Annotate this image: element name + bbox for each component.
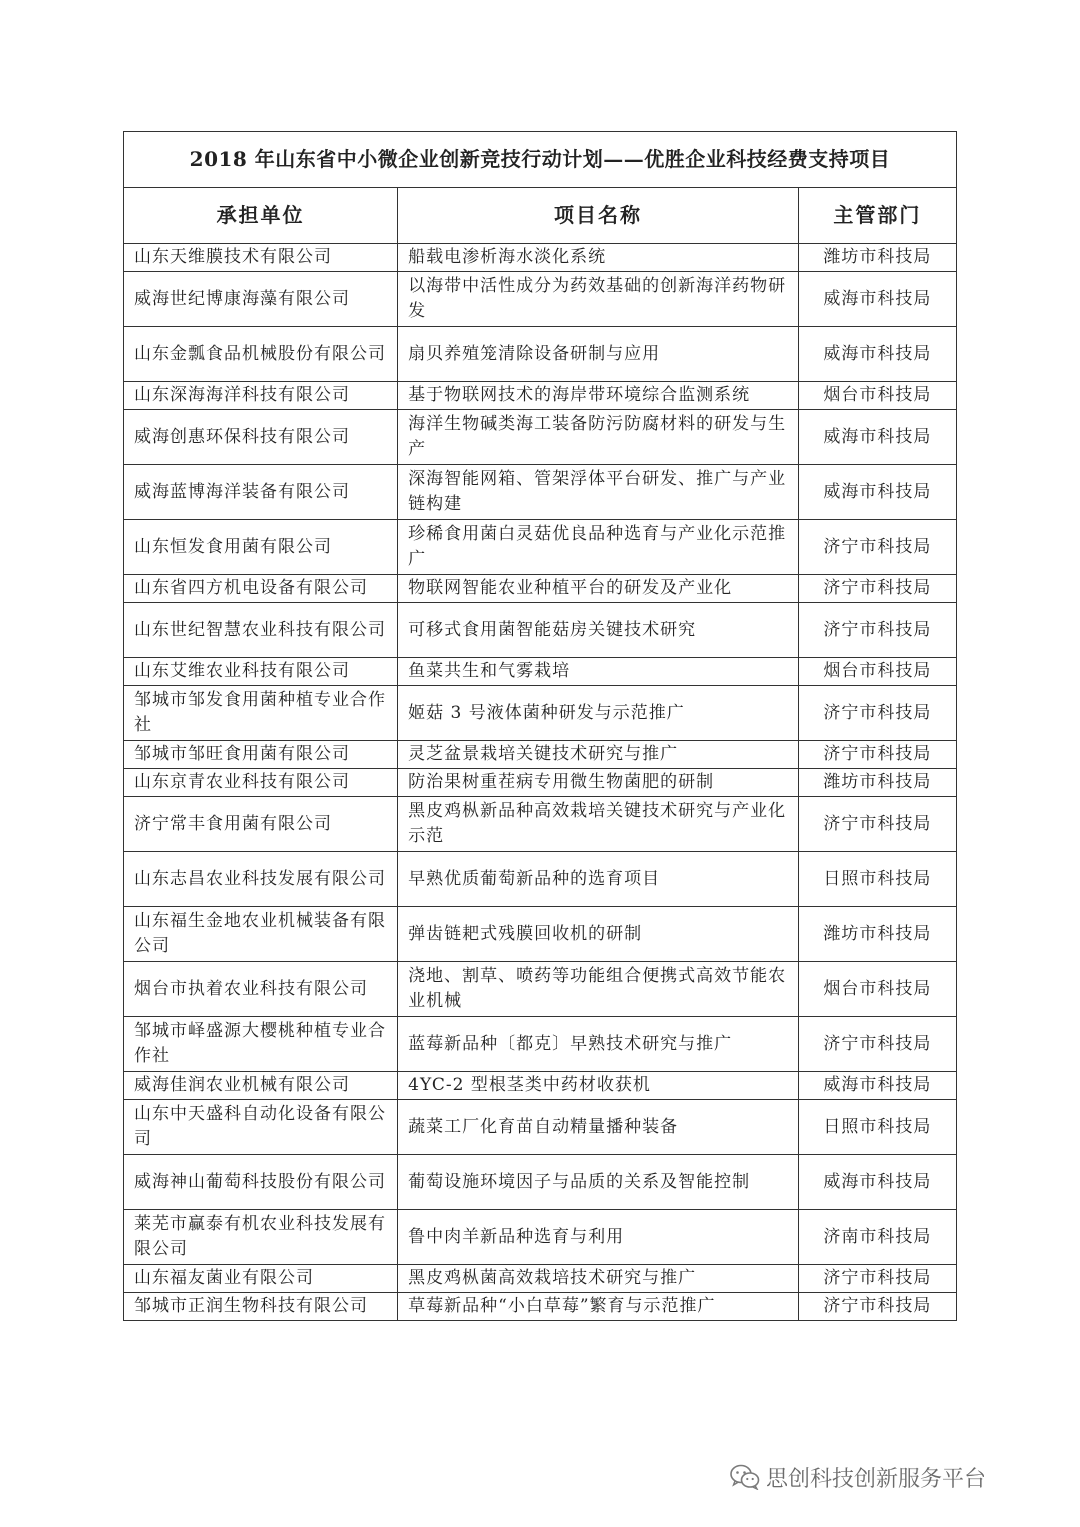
cell-dept: 威海市科技局 [798, 1072, 956, 1100]
wechat-icon [730, 1464, 760, 1490]
cell-project: 4YC-2 型根茎类中药材收获机 [398, 1072, 799, 1100]
cell-project: 以海带中活性成分为药效基础的创新海洋药物研发 [398, 272, 799, 327]
cell-unit: 山东福生金地农业机械装备有限公司 [124, 907, 398, 962]
cell-project: 鱼菜共生和气雾栽培 [398, 658, 799, 686]
cell-unit: 山东中天盛科自动化设备有限公司 [124, 1100, 398, 1155]
cell-project: 鲁中肉羊新品种选育与利用 [398, 1210, 799, 1265]
cell-dept: 威海市科技局 [798, 1155, 956, 1210]
cell-unit: 山东世纪智慧农业科技有限公司 [124, 603, 398, 658]
header-project: 项目名称 [398, 188, 799, 244]
cell-project: 扇贝养殖笼清除设备研制与应用 [398, 327, 799, 382]
cell-dept: 潍坊市科技局 [798, 769, 956, 797]
cell-dept: 济宁市科技局 [798, 520, 956, 575]
cell-project: 物联网智能农业种植平台的研发及产业化 [398, 575, 799, 603]
cell-project: 珍稀食用菌白灵菇优良品种选育与产业化示范推广 [398, 520, 799, 575]
cell-unit: 山东艾维农业科技有限公司 [124, 658, 398, 686]
table-row [124, 769, 957, 797]
cell-dept: 威海市科技局 [798, 465, 956, 520]
table-row [124, 1210, 957, 1265]
cell-unit: 烟台市执着农业科技有限公司 [124, 962, 398, 1017]
cell-unit: 山东天维膜技术有限公司 [124, 244, 398, 272]
table-row [124, 410, 957, 465]
cell-project: 葡萄设施环境因子与品质的关系及智能控制 [398, 1155, 799, 1210]
cell-unit: 山东京青农业科技有限公司 [124, 769, 398, 797]
cell-project: 船载电渗析海水淡化系统 [398, 244, 799, 272]
cell-project: 草莓新品种“小白草莓”繁育与示范推广 [398, 1293, 799, 1321]
table-row [124, 1155, 957, 1210]
cell-unit: 山东恒发食用菌有限公司 [124, 520, 398, 575]
cell-project: 防治果树重茬病专用微生物菌肥的研制 [398, 769, 799, 797]
cell-unit: 莱芜市赢泰有机农业科技发展有限公司 [124, 1210, 398, 1265]
project-table [123, 131, 957, 1321]
cell-dept: 日照市科技局 [798, 852, 956, 907]
cell-dept: 日照市科技局 [798, 1100, 956, 1155]
table-row [124, 244, 957, 272]
cell-project: 姬菇 3 号液体菌种研发与示范推广 [398, 686, 799, 741]
table-row [124, 1072, 957, 1100]
cell-unit: 山东深海海洋科技有限公司 [124, 382, 398, 410]
cell-dept: 威海市科技局 [798, 327, 956, 382]
table-row [124, 465, 957, 520]
cell-unit: 山东金瓢食品机械股份有限公司 [124, 327, 398, 382]
cell-dept: 潍坊市科技局 [798, 907, 956, 962]
table-row [124, 382, 957, 410]
cell-dept: 潍坊市科技局 [798, 244, 956, 272]
cell-unit: 山东志昌农业科技发展有限公司 [124, 852, 398, 907]
table-row [124, 852, 957, 907]
cell-unit: 威海世纪博康海藻有限公司 [124, 272, 398, 327]
cell-dept: 济宁市科技局 [798, 686, 956, 741]
table-row [124, 907, 957, 962]
cell-project: 早熟优质葡萄新品种的选育项目 [398, 852, 799, 907]
table-row [124, 797, 957, 852]
cell-unit: 威海佳润农业机械有限公司 [124, 1072, 398, 1100]
table-row [124, 741, 957, 769]
cell-dept: 威海市科技局 [798, 410, 956, 465]
cell-project: 浇地、割草、喷药等功能组合便携式高效节能农业机械 [398, 962, 799, 1017]
cell-unit: 邹城市邹发食用菌种植专业合作社 [124, 686, 398, 741]
cell-project: 海洋生物碱类海工装备防污防腐材料的研发与生产 [398, 410, 799, 465]
watermark [730, 1462, 986, 1492]
cell-unit: 威海创惠环保科技有限公司 [124, 410, 398, 465]
table-row [124, 686, 957, 741]
cell-unit: 邹城市正润生物科技有限公司 [124, 1293, 398, 1321]
table-title: 2018 年山东省中小微企业创新竞技行动计划——优胜企业科技经费支持项目 [124, 132, 957, 188]
cell-unit: 邹城市邹旺食用菌有限公司 [124, 741, 398, 769]
cell-unit: 邹城市峄盛源大樱桃种植专业合作社 [124, 1017, 398, 1072]
cell-dept: 济宁市科技局 [798, 1017, 956, 1072]
table-row [124, 1017, 957, 1072]
cell-project: 蔬菜工厂化育苗自动精量播种装备 [398, 1100, 799, 1155]
cell-dept: 济宁市科技局 [798, 797, 956, 852]
cell-dept: 威海市科技局 [798, 272, 956, 327]
cell-unit: 济宁常丰食用菌有限公司 [124, 797, 398, 852]
cell-project: 黑皮鸡枞新品种高效栽培关键技术研究与产业化示范 [398, 797, 799, 852]
table-row [124, 603, 957, 658]
cell-dept: 济宁市科技局 [798, 741, 956, 769]
cell-unit: 威海神山葡萄科技股份有限公司 [124, 1155, 398, 1210]
cell-dept: 济宁市科技局 [798, 1293, 956, 1321]
table-row [124, 327, 957, 382]
table-row [124, 520, 957, 575]
cell-project: 蓝莓新品种〔都克〕早熟技术研究与推广 [398, 1017, 799, 1072]
table-row [124, 658, 957, 686]
cell-project: 可移式食用菌智能菇房关键技术研究 [398, 603, 799, 658]
table-row [124, 272, 957, 327]
cell-dept: 济宁市科技局 [798, 603, 956, 658]
cell-project: 基于物联网技术的海岸带环境综合监测系统 [398, 382, 799, 410]
cell-dept: 烟台市科技局 [798, 658, 956, 686]
table-row [124, 962, 957, 1017]
cell-unit: 山东福友菌业有限公司 [124, 1265, 398, 1293]
cell-project: 黑皮鸡枞菌高效栽培技术研究与推广 [398, 1265, 799, 1293]
cell-dept: 烟台市科技局 [798, 962, 956, 1017]
cell-dept: 济宁市科技局 [798, 575, 956, 603]
table-row [124, 1265, 957, 1293]
cell-dept: 济南市科技局 [798, 1210, 956, 1265]
watermark-text: 思创科技创新服务平台 [766, 1466, 987, 1492]
cell-unit: 山东省四方机电设备有限公司 [124, 575, 398, 603]
cell-project: 弹齿链耙式残膜回收机的研制 [398, 907, 799, 962]
table-row [124, 575, 957, 603]
header-dept: 主管部门 [798, 188, 956, 244]
cell-unit: 威海蓝博海洋装备有限公司 [124, 465, 398, 520]
cell-dept: 济宁市科技局 [798, 1265, 956, 1293]
table-row [124, 1293, 957, 1321]
cell-project: 深海智能网箱、管架浮体平台研发、推广与产业链构建 [398, 465, 799, 520]
cell-dept: 烟台市科技局 [798, 382, 956, 410]
table-row [124, 1100, 957, 1155]
header-unit: 承担单位 [124, 188, 398, 244]
cell-project: 灵芝盆景栽培关键技术研究与推广 [398, 741, 799, 769]
